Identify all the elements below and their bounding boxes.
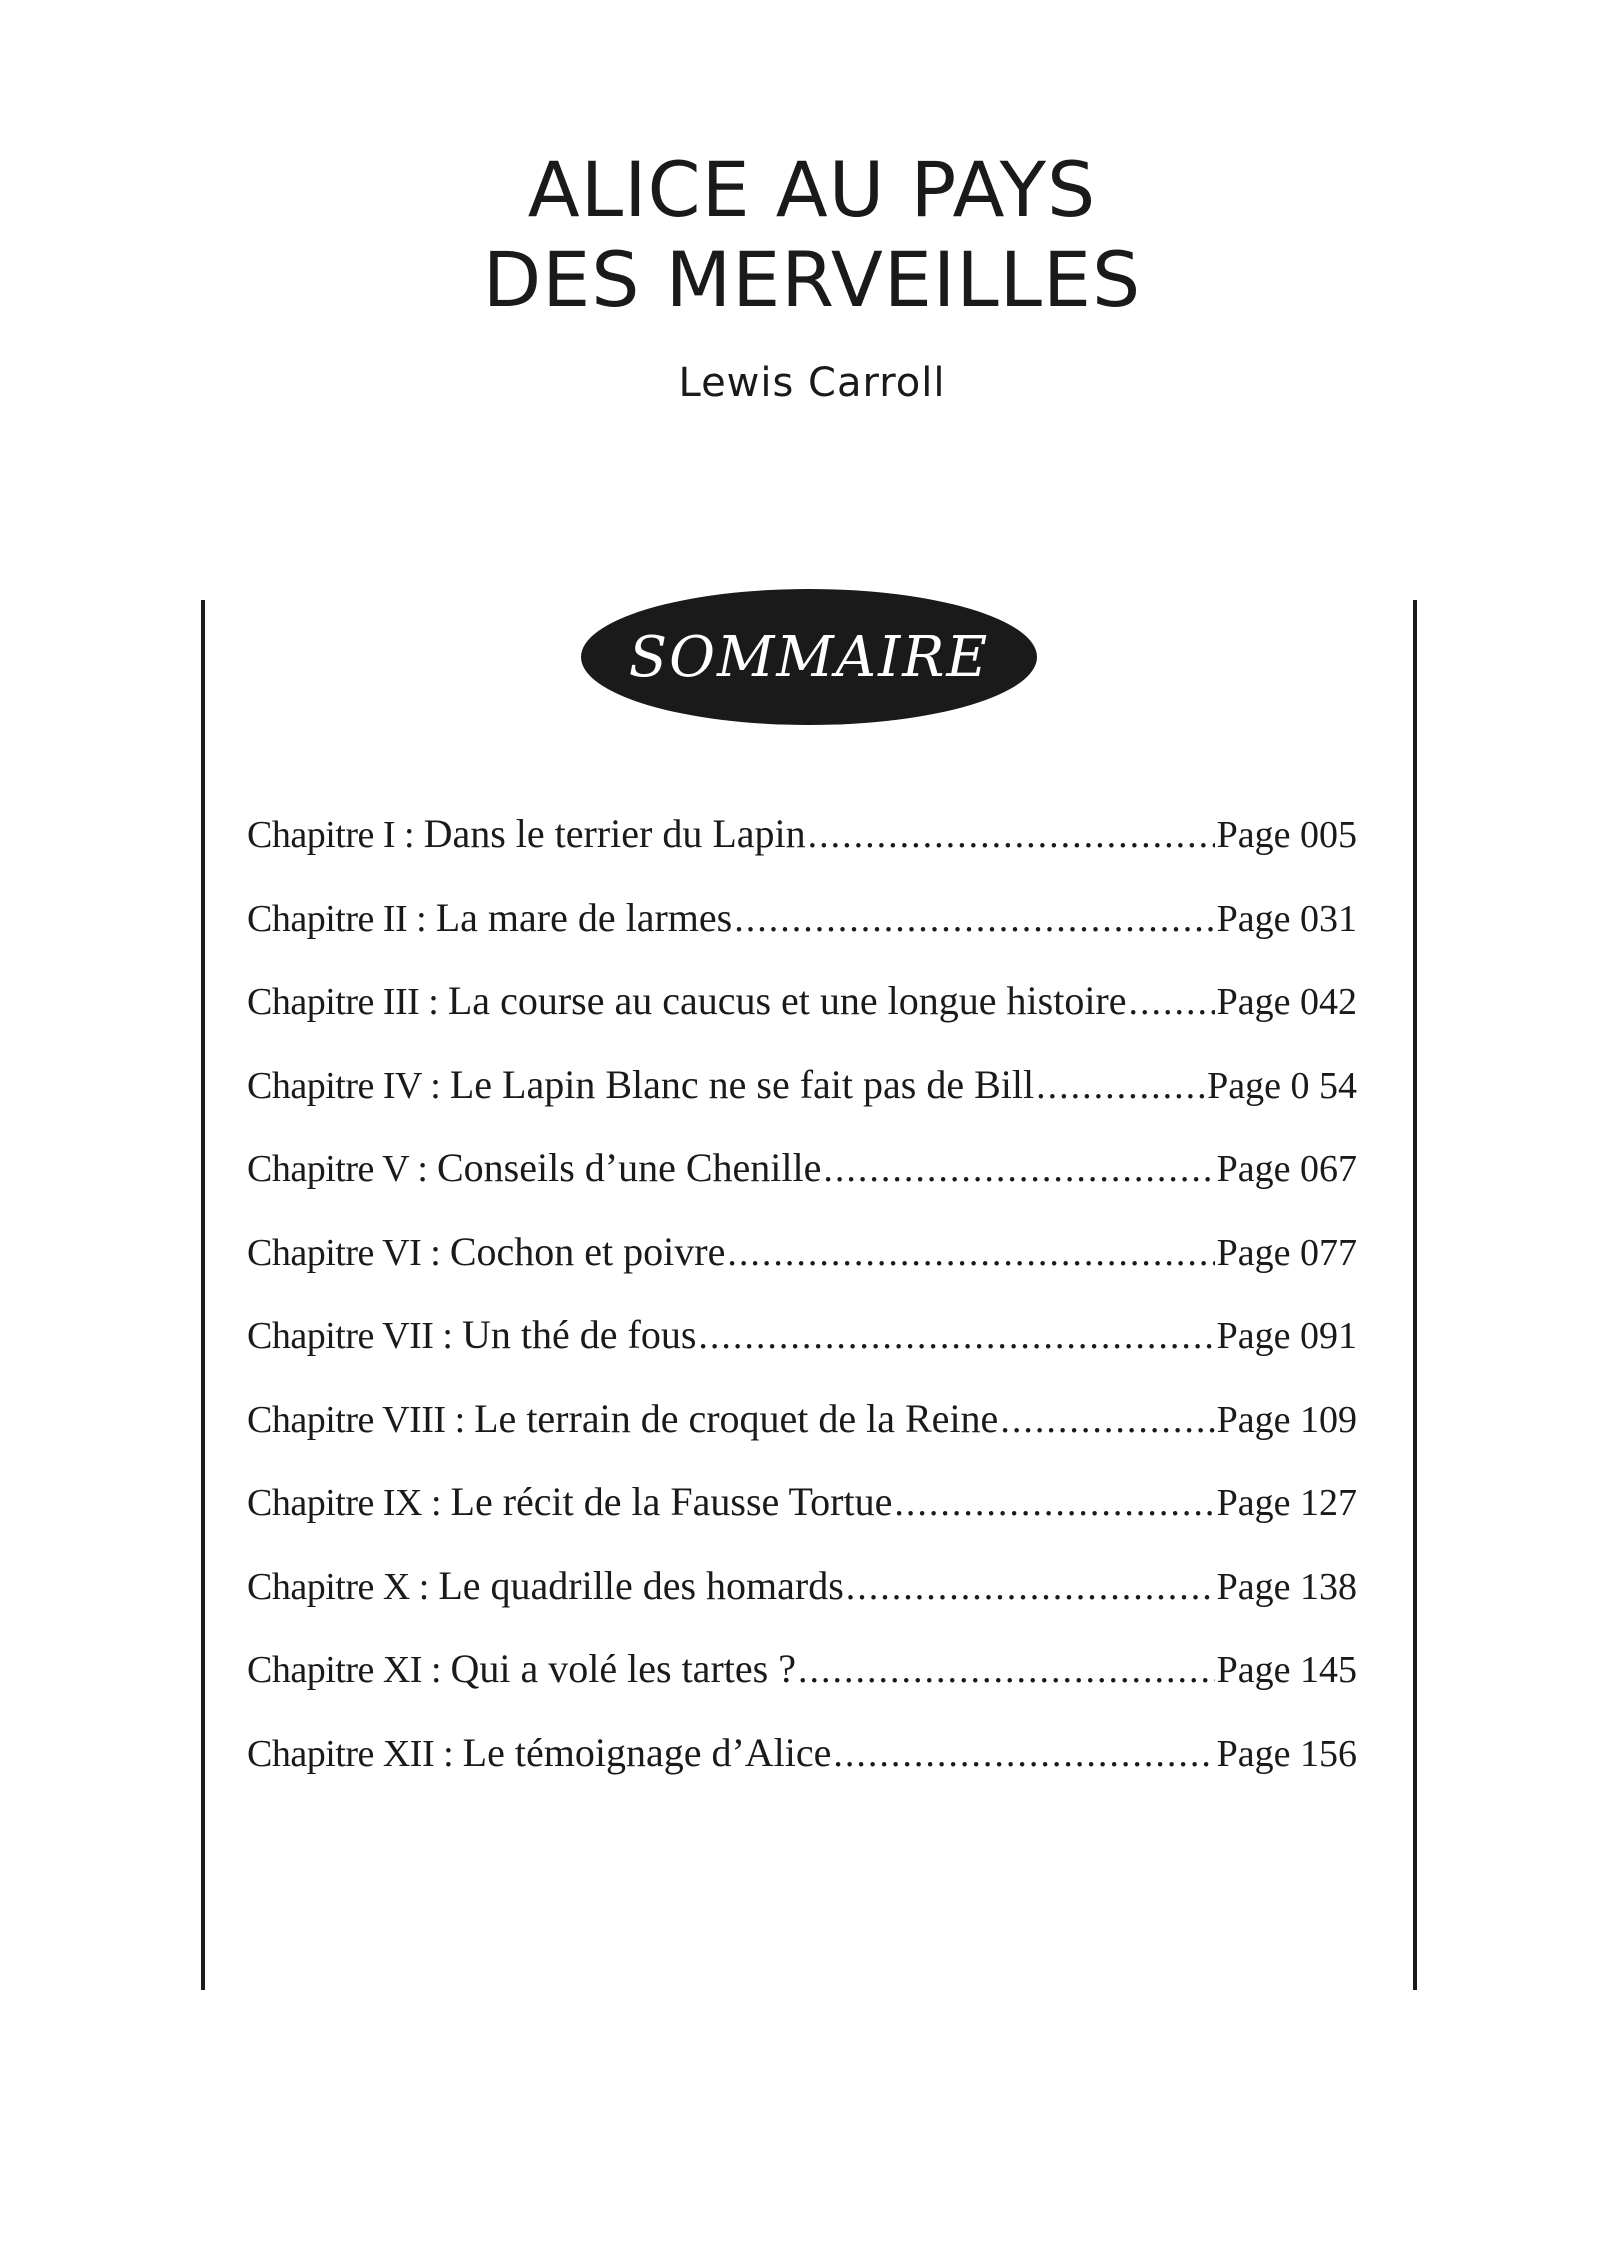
dot-leader — [727, 1231, 1214, 1275]
book-title — [0, 145, 1624, 325]
right-frame-rule — [1413, 600, 1417, 1990]
chapter-number: Chapitre IX : — [247, 1482, 442, 1524]
dot-leader — [698, 1314, 1214, 1358]
chapter-page: Page 091 — [1216, 1315, 1357, 1357]
toc-entry[interactable] — [247, 1061, 1357, 1145]
chapter-title: Un thé de fous — [461, 1312, 697, 1357]
dot-leader — [846, 1565, 1215, 1609]
chapter-number: Chapitre IV : — [247, 1064, 441, 1107]
chapter-page: Page 127 — [1216, 1482, 1357, 1524]
chapter-title: Le terrain de croquet de la Reine — [474, 1395, 999, 1441]
dot-leader — [894, 1481, 1214, 1525]
chapter-title: Dans le terrier du Lapin — [423, 811, 806, 856]
chapter-title: Le récit de la Fausse Tortue — [450, 1479, 893, 1524]
chapter-title: Le quadrille des homards — [438, 1562, 844, 1608]
chapter-title: Le témoignage d’Alice — [462, 1729, 832, 1775]
chapter-title: Conseils d’une Chenille — [436, 1145, 822, 1190]
toc-entry[interactable] — [247, 1311, 1357, 1395]
toc-entry[interactable] — [247, 1645, 1357, 1729]
chapter-number: Chapitre V : — [247, 1148, 428, 1190]
dot-leader — [1000, 1398, 1214, 1442]
toc-entry[interactable] — [247, 1228, 1357, 1312]
author-name: Lewis Carroll — [678, 360, 946, 406]
toc-entry[interactable] — [247, 1144, 1357, 1228]
book-title-line-2: DES MERVEILLES — [482, 235, 1142, 324]
toc-entry[interactable] — [247, 810, 1357, 894]
chapter-title: Le Lapin Blanc ne se fait pas de Bill — [449, 1061, 1035, 1107]
dot-leader — [833, 1732, 1214, 1776]
toc-entry[interactable] — [247, 1478, 1357, 1562]
toc-entry[interactable] — [247, 1729, 1357, 1813]
chapter-page: Page 0 54 — [1207, 1064, 1357, 1107]
chapter-number: Chapitre X : — [247, 1565, 429, 1608]
book-title-line-1: ALICE AU PAYS — [527, 145, 1097, 234]
dot-leader — [808, 813, 1215, 857]
chapter-title: Qui a volé les tartes ? — [450, 1646, 796, 1691]
toc-entry[interactable] — [247, 1562, 1357, 1646]
dot-leader — [1129, 980, 1215, 1024]
chapter-title: Cochon et poivre — [449, 1228, 726, 1274]
toc-entry[interactable] — [247, 894, 1357, 978]
chapter-title: La mare de larmes — [435, 894, 733, 940]
toc-entry[interactable] — [247, 1395, 1357, 1479]
left-frame-rule — [201, 600, 205, 1990]
chapter-page: Page 145 — [1216, 1649, 1357, 1691]
chapter-page: Page 005 — [1216, 814, 1357, 856]
chapter-number: Chapitre II : — [247, 897, 427, 940]
chapter-page: Page 138 — [1216, 1565, 1357, 1608]
dot-leader — [734, 897, 1214, 941]
chapter-page: Page 067 — [1216, 1148, 1357, 1190]
chapter-number: Chapitre VI : — [247, 1231, 441, 1274]
dot-leader — [1036, 1064, 1205, 1108]
chapter-number: Chapitre VIII : — [247, 1398, 465, 1441]
toc-entry[interactable] — [247, 977, 1357, 1061]
sommaire-heading: SOMMAIRE — [628, 624, 990, 690]
chapter-number: Chapitre III : — [247, 981, 439, 1023]
chapter-number: Chapitre XII : — [247, 1732, 454, 1775]
table-of-contents — [247, 810, 1357, 1812]
chapter-number: Chapitre I : — [247, 814, 415, 856]
chapter-page: Page 156 — [1216, 1732, 1357, 1775]
chapter-page: Page 077 — [1216, 1231, 1357, 1274]
chapter-page: Page 109 — [1216, 1398, 1357, 1441]
dot-leader — [823, 1147, 1214, 1191]
chapter-number: Chapitre XI : — [247, 1649, 442, 1691]
chapter-title: La course au caucus et une longue histoire — [447, 978, 1127, 1023]
sommaire-badge — [581, 589, 1037, 725]
chapter-page: Page 031 — [1216, 897, 1357, 940]
chapter-number: Chapitre VII : — [247, 1315, 453, 1357]
chapter-page: Page 042 — [1216, 981, 1357, 1023]
dot-leader — [798, 1648, 1215, 1692]
